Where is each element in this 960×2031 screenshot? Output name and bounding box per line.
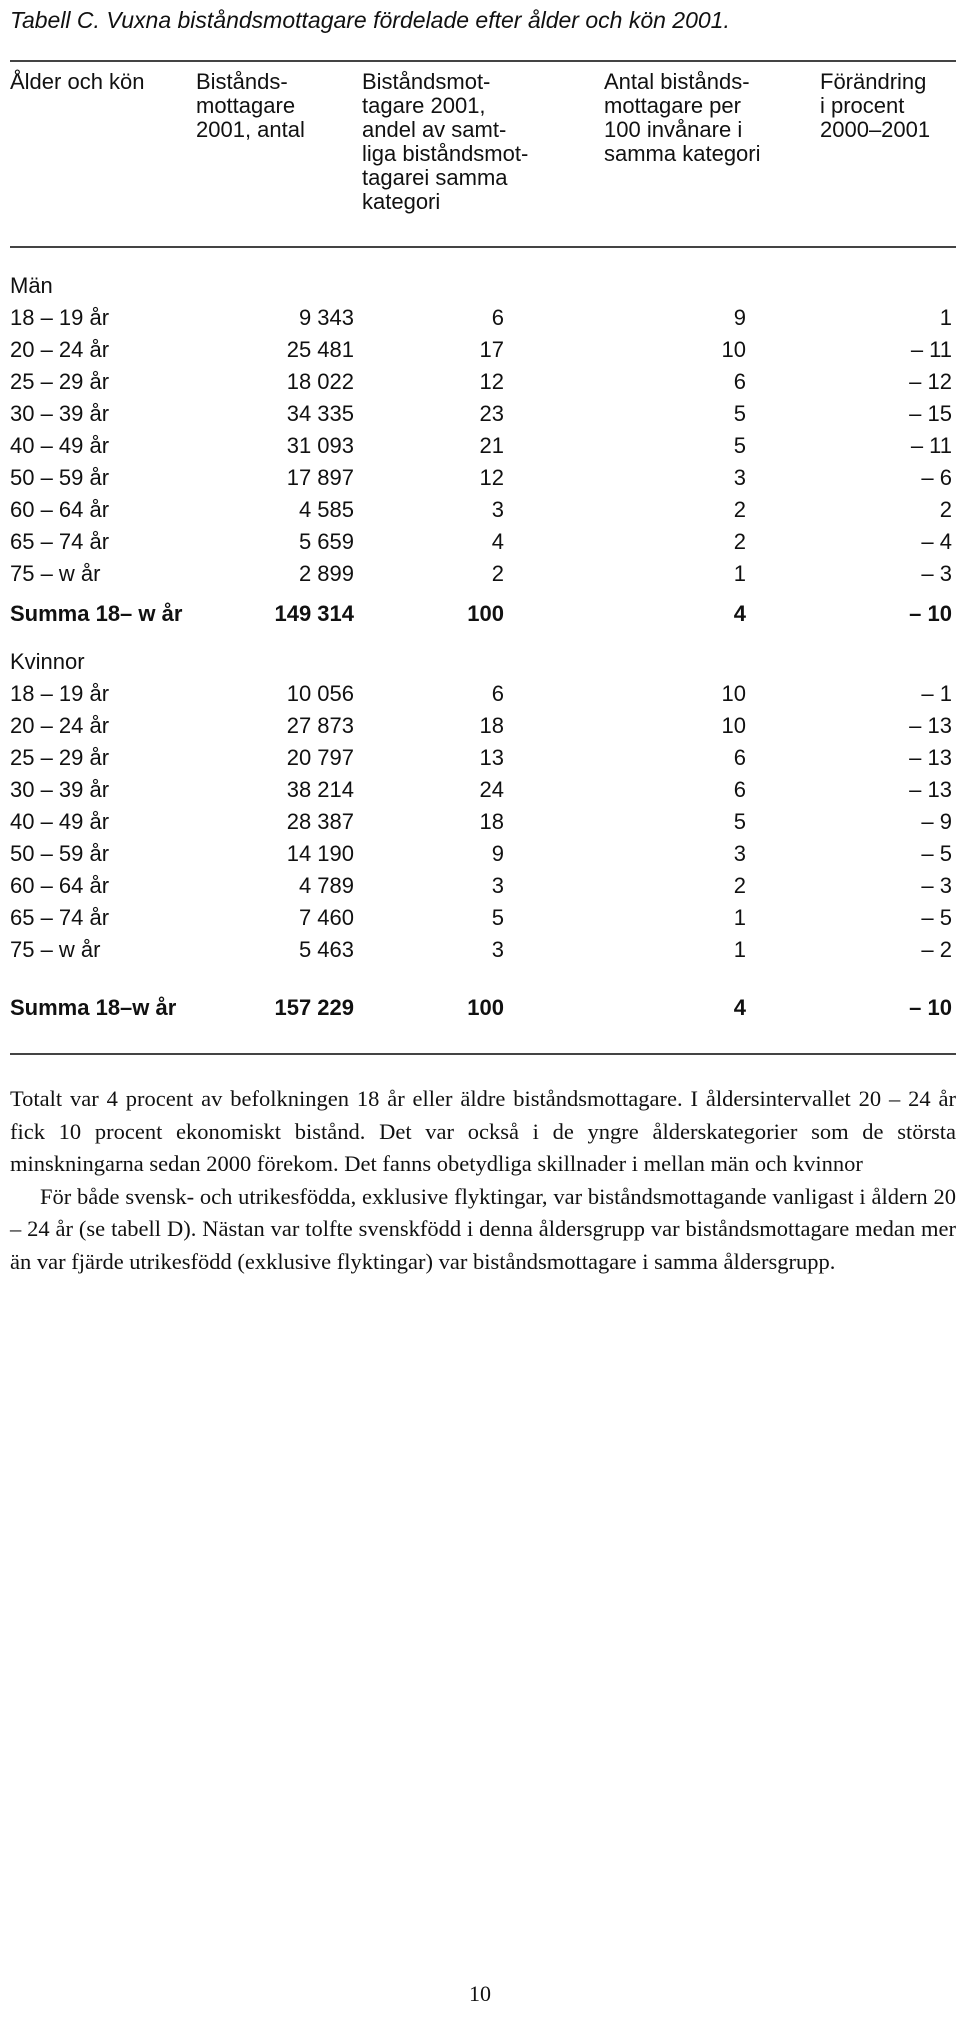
cell-age: 18 – 19 år xyxy=(10,305,110,330)
cell-share: 100 xyxy=(467,995,504,1020)
table-row xyxy=(10,366,956,398)
paragraph: För både svensk- och utrikesfödda, exklusive flyktingar, var biståndsmottagande vanligast i åldern 20 – 24 år (se tabell D). Nästan var tolfte svenskfödd i denna åldersgrupp var biståndsmottagare medan mer än var fjärde utrikesfödd (exklusive flyktingar) var biståndsmottagare i samma åldersgrupp. xyxy=(10,1183,956,1274)
cell-count: 25 481 xyxy=(286,337,354,362)
body-text xyxy=(10,1083,956,1278)
cell-share: 17 xyxy=(479,337,504,362)
header-line: tagare 2001, xyxy=(362,93,486,118)
cell-per100: 1 xyxy=(733,561,746,586)
header-line: mottagare per xyxy=(604,93,741,118)
header-line: i procent xyxy=(820,93,905,118)
section-label-men xyxy=(10,270,956,302)
table-row xyxy=(10,678,956,710)
table-row xyxy=(10,302,956,334)
table-caption: Tabell C. Vuxna biståndsmottagare fördelade efter ålder och kön 2001. xyxy=(10,7,730,33)
cell-per100: 10 xyxy=(721,713,746,738)
cell-age: 75 – w år xyxy=(10,561,101,586)
cell-count: 28 387 xyxy=(286,809,354,834)
cell-share: 18 xyxy=(479,713,504,738)
cell-count: 4 789 xyxy=(298,873,354,898)
cell-change: – 3 xyxy=(921,561,952,586)
cell-count: 5 659 xyxy=(298,529,354,554)
table-row-total-women xyxy=(10,992,956,1024)
cell-change: – 9 xyxy=(921,809,952,834)
cell-share: 24 xyxy=(479,777,504,802)
header-line: kategori xyxy=(362,189,441,214)
table-row xyxy=(10,526,956,558)
cell-count: 34 335 xyxy=(286,401,354,426)
cell-per100: 4 xyxy=(733,995,746,1020)
table-row xyxy=(10,558,956,590)
cell-share: 12 xyxy=(479,369,504,394)
cell-age: 25 – 29 år xyxy=(10,745,110,770)
table-bottom-rule xyxy=(10,1053,956,1055)
header-line: Antal bistånds- xyxy=(604,69,750,94)
table-row xyxy=(10,934,956,966)
cell-change: – 6 xyxy=(921,465,952,490)
cell-age: 30 – 39 år xyxy=(10,777,110,802)
table-row xyxy=(10,742,956,774)
header-bottom-rule xyxy=(10,246,956,248)
section-label: Kvinnor xyxy=(10,649,85,674)
cell-count: 157 229 xyxy=(274,995,354,1020)
cell-per100: 10 xyxy=(721,337,746,362)
header-recipients-per-100 xyxy=(604,70,761,166)
cell-age: 20 – 24 år xyxy=(10,337,110,362)
header-line: 2000–2001 xyxy=(820,117,931,142)
cell-age: Summa 18–w år xyxy=(10,995,177,1020)
cell-age: 65 – 74 år xyxy=(10,905,110,930)
cell-count: 17 897 xyxy=(286,465,354,490)
cell-per100: 2 xyxy=(733,873,746,898)
cell-change: – 13 xyxy=(909,713,952,738)
cell-age: 18 – 19 år xyxy=(10,681,110,706)
cell-per100: 6 xyxy=(733,777,746,802)
cell-change: – 1 xyxy=(921,681,952,706)
row-spacer xyxy=(10,630,956,646)
header-line: liga biståndsmot- xyxy=(362,141,529,166)
cell-change: – 3 xyxy=(921,873,952,898)
table-row xyxy=(10,462,956,494)
table-top-rule xyxy=(10,60,956,62)
cell-share: 6 xyxy=(491,681,504,706)
cell-change: – 4 xyxy=(921,529,952,554)
cell-per100: 10 xyxy=(721,681,746,706)
header-line: Förändring xyxy=(820,69,927,94)
cell-age: 65 – 74 år xyxy=(10,529,110,554)
cell-per100: 2 xyxy=(733,529,746,554)
cell-count: 38 214 xyxy=(286,777,354,802)
cell-count: 2 899 xyxy=(298,561,354,586)
header-line: 2001, antal xyxy=(196,117,305,142)
cell-share: 2 xyxy=(491,561,504,586)
header-line: mottagare xyxy=(196,93,296,118)
data-table xyxy=(10,270,956,1024)
header-recipient-count xyxy=(196,70,305,142)
table-row xyxy=(10,334,956,366)
table-row xyxy=(10,902,956,934)
cell-per100: 5 xyxy=(733,401,746,426)
section-label-women xyxy=(10,646,956,678)
cell-share: 6 xyxy=(491,305,504,330)
table-row xyxy=(10,838,956,870)
cell-change: – 5 xyxy=(921,905,952,930)
cell-change: – 10 xyxy=(909,601,952,626)
header-age-gender xyxy=(10,70,145,94)
cell-count: 7 460 xyxy=(298,905,354,930)
cell-age: 60 – 64 år xyxy=(10,497,110,522)
cell-age: 20 – 24 år xyxy=(10,713,110,738)
cell-per100: 1 xyxy=(733,905,746,930)
cell-per100: 2 xyxy=(733,497,746,522)
cell-age: Summa 18– w år xyxy=(10,601,183,626)
cell-age: 60 – 64 år xyxy=(10,873,110,898)
cell-share: 100 xyxy=(467,601,504,626)
cell-change: – 12 xyxy=(909,369,952,394)
cell-change: – 10 xyxy=(909,995,952,1020)
header-line: tagarei samma xyxy=(362,165,508,190)
cell-count: 27 873 xyxy=(286,713,354,738)
cell-per100: 1 xyxy=(733,937,746,962)
cell-per100: 3 xyxy=(733,841,746,866)
cell-share: 23 xyxy=(479,401,504,426)
cell-count: 14 190 xyxy=(286,841,354,866)
cell-share: 4 xyxy=(491,529,504,554)
header-line: samma kategori xyxy=(604,141,761,166)
cell-change: 1 xyxy=(939,305,952,330)
table-row xyxy=(10,870,956,902)
table-row xyxy=(10,398,956,430)
cell-per100: 6 xyxy=(733,745,746,770)
header-line: Biståndsmot- xyxy=(362,69,491,94)
cell-share: 9 xyxy=(491,841,504,866)
section-label: Män xyxy=(10,273,53,298)
cell-age: 30 – 39 år xyxy=(10,401,110,426)
row-spacer xyxy=(10,966,956,992)
table-row xyxy=(10,806,956,838)
cell-change: – 5 xyxy=(921,841,952,866)
header-percent-change xyxy=(820,70,930,142)
cell-per100: 4 xyxy=(733,601,746,626)
header-recipient-share xyxy=(362,70,528,214)
table-row xyxy=(10,774,956,806)
cell-per100: 3 xyxy=(733,465,746,490)
cell-count: 149 314 xyxy=(274,601,354,626)
header-line: andel av samt- xyxy=(362,117,507,142)
cell-count: 10 056 xyxy=(286,681,354,706)
header-line: 100 invånare i xyxy=(604,117,743,142)
cell-change: – 13 xyxy=(909,777,952,802)
page-number: 10 xyxy=(469,1981,491,2006)
cell-share: 18 xyxy=(479,809,504,834)
cell-age: 25 – 29 år xyxy=(10,369,110,394)
cell-per100: 5 xyxy=(733,433,746,458)
cell-share: 3 xyxy=(491,873,504,898)
cell-share: 13 xyxy=(479,745,504,770)
cell-per100: 6 xyxy=(733,369,746,394)
cell-count: 4 585 xyxy=(298,497,354,522)
cell-change: – 2 xyxy=(921,937,952,962)
cell-count: 9 343 xyxy=(298,305,354,330)
table-row xyxy=(10,710,956,742)
cell-change: – 15 xyxy=(909,401,952,426)
cell-share: 12 xyxy=(479,465,504,490)
paragraph: Totalt var 4 procent av befolkningen 18 år eller äldre biståndsmottagare. I åldersintervallet 20 – 24 år fick 10 procent ekonomiskt bistånd. Det var också i de yngre ålderskategorier som de största minskningarna sedan 2000 förekom. Det fanns obetydliga skillnader i mellan män och kvinnor xyxy=(10,1086,956,1176)
cell-age: 50 – 59 år xyxy=(10,841,110,866)
cell-count: 18 022 xyxy=(286,369,354,394)
table-row xyxy=(10,430,956,462)
cell-count: 20 797 xyxy=(286,745,354,770)
cell-share: 21 xyxy=(479,433,504,458)
cell-per100: 5 xyxy=(733,809,746,834)
cell-change: – 11 xyxy=(910,433,952,458)
cell-age: 50 – 59 år xyxy=(10,465,110,490)
cell-change: – 11 xyxy=(910,337,952,362)
row-spacer xyxy=(10,590,956,598)
cell-share: 5 xyxy=(491,905,504,930)
table-row xyxy=(10,494,956,526)
table-row-total-men xyxy=(10,598,956,630)
cell-count: 5 463 xyxy=(298,937,354,962)
header-line: Bistånds- xyxy=(196,69,288,94)
cell-count: 31 093 xyxy=(286,433,354,458)
cell-change: 2 xyxy=(939,497,952,522)
cell-per100: 9 xyxy=(733,305,746,330)
cell-change: – 13 xyxy=(909,745,952,770)
cell-share: 3 xyxy=(491,497,504,522)
cell-age: 75 – w år xyxy=(10,937,101,962)
cell-age: 40 – 49 år xyxy=(10,433,110,458)
cell-share: 3 xyxy=(491,937,504,962)
header-line: Ålder och kön xyxy=(10,69,145,94)
cell-age: 40 – 49 år xyxy=(10,809,110,834)
